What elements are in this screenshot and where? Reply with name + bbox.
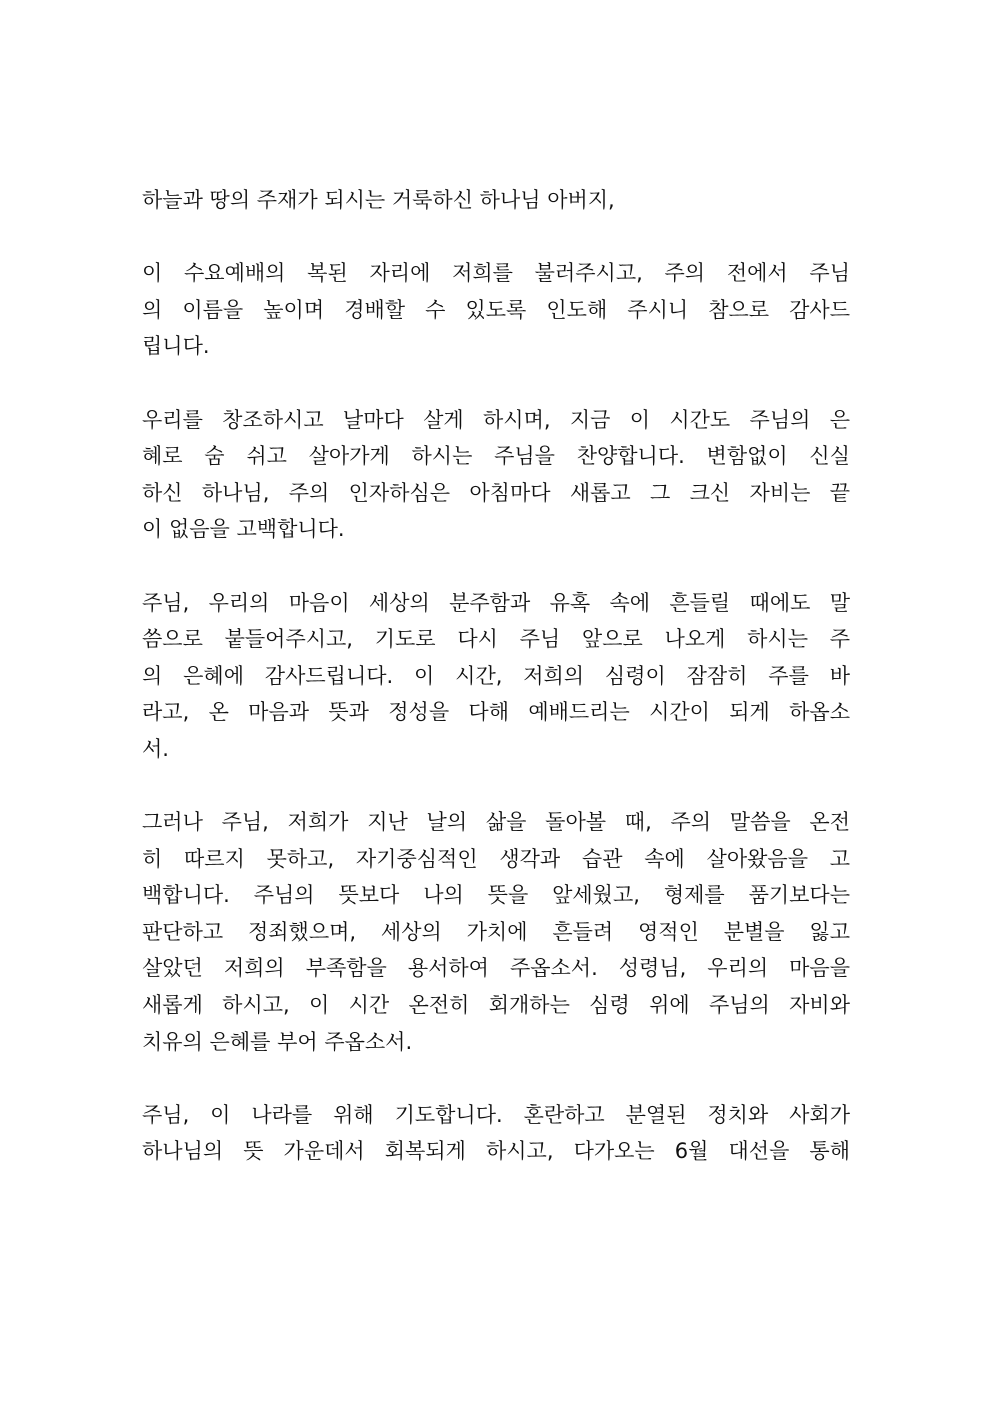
text-line: 라고, 온 마음과 뜻과 정성을 다해 예배드리는 시간이 되게 하옵소 [142,700,850,725]
text-line: 씀으로 붙들어주시고, 기도로 다시 주님 앞으로 나오게 하시는 주 [142,627,850,652]
text-line: 우리를 창조하시고 날마다 살게 하시며, 지금 이 시간도 주님의 은 [142,407,850,432]
text-line: 히 따르지 못하고, 자기중심적인 생각과 습관 속에 살아왔음을 고 [142,846,850,871]
paragraph-praise [142,402,850,548]
paragraph-spacing [142,768,850,805]
prayer-text-body [142,182,850,1170]
text-line: 혜로 숨 쉬고 살아가게 하시는 주님을 찬양합니다. 변함없이 신실 [142,444,850,469]
paragraph-spacing [142,1060,850,1097]
text-line: 치유의 은혜를 부어 주옵소서. [142,1029,413,1054]
text-line: 주님, 이 나라를 위해 기도합니다. 혼란하고 분열된 정치와 사회가 [142,1102,850,1127]
text-line: 백합니다. 주님의 뜻보다 나의 뜻을 앞세웠고, 형제를 품기보다는 [142,883,850,908]
text-line: 판단하고 정죄했으며, 세상의 가치에 흔들려 영적인 분별을 잃고 [142,919,850,944]
paragraph-spacing [142,365,850,402]
text-line: 서. [142,736,169,761]
text-line: 그러나 주님, 저희가 지난 날의 삶을 돌아볼 때, 주의 말씀을 온전 [142,810,850,835]
text-line: 하나님의 뜻 가운데서 회복되게 하시고, 다가오는 6월 대선을 통해 [142,1139,850,1164]
text-line: 하늘과 땅의 주재가 되시는 거룩하신 하나님 아버지, [142,188,615,212]
paragraph-worship [142,585,850,768]
text-line: 하신 하나님, 주의 인자하심은 아침마다 새롭고 그 크신 자비는 끝 [142,480,850,505]
text-line: 새롭게 하시고, 이 시간 온전히 회개하는 심령 위에 주님의 자비와 [142,993,850,1018]
paragraph-nation [142,1097,850,1170]
paragraph-invocation [142,182,850,219]
paragraph-thanksgiving [142,255,850,365]
text-line: 이 수요예배의 복된 자리에 저희를 불러주시고, 주의 전에서 주님 [142,261,850,286]
paragraph-spacing [142,219,850,256]
text-line: 이 없음을 고백합니다. [142,517,345,542]
text-line: 립니다. [142,334,210,359]
paragraph-spacing [142,548,850,585]
text-line: 의 은혜에 감사드립니다. 이 시간, 저희의 심령이 잠잠히 주를 바 [142,663,850,688]
paragraph-confession [142,804,850,1060]
text-line: 주님, 우리의 마음이 세상의 분주함과 유혹 속에 흔들릴 때에도 말 [142,590,850,615]
text-line: 살았던 저희의 부족함을 용서하여 주옵소서. 성령님, 우리의 마음을 [142,956,850,981]
text-line: 의 이름을 높이며 경배할 수 있도록 인도해 주시니 참으로 감사드 [142,297,850,322]
